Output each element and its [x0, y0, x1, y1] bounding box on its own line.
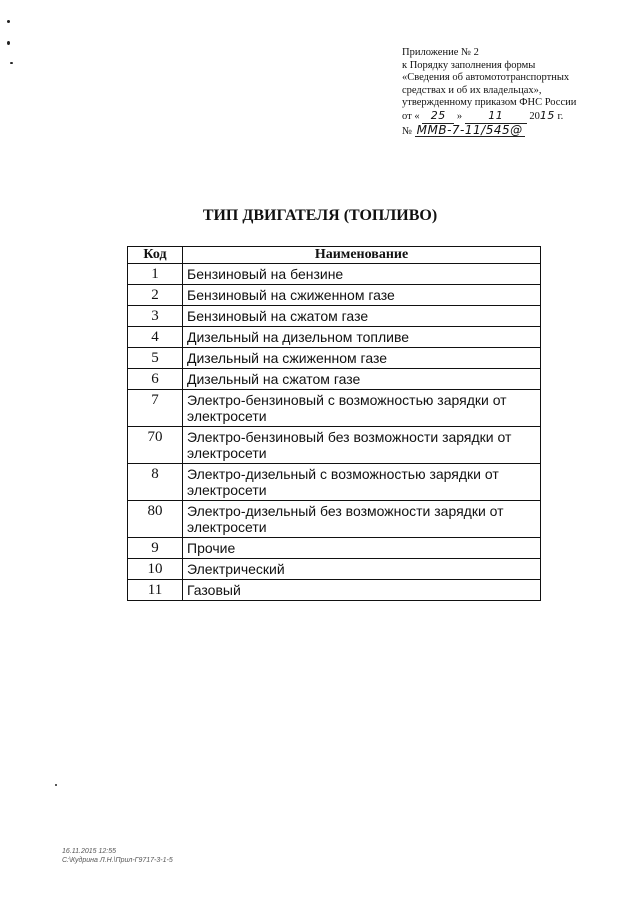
- row-code: 8: [128, 464, 183, 501]
- row-code: 11: [128, 580, 183, 601]
- row-code: 1: [128, 264, 183, 285]
- row-code: 7: [128, 390, 183, 427]
- row-name: Электро-бензиновый с возможностью зарядки от электросети: [183, 390, 541, 427]
- table-row: [128, 348, 541, 369]
- date-prefix: от «: [402, 110, 420, 122]
- row-code: 80: [128, 501, 183, 538]
- table-row: [128, 580, 541, 601]
- appendix-line: Приложение № 2: [402, 47, 479, 58]
- order-day: 25: [422, 110, 454, 124]
- row-code: 5: [128, 348, 183, 369]
- row-name: Электро-дизельный без возможности зарядки от электросети: [183, 501, 541, 538]
- table-row: [128, 390, 541, 427]
- number-prefix: №: [402, 125, 413, 137]
- row-name: Бензиновый на сжатом газе: [183, 306, 541, 327]
- row-name: Прочие: [183, 538, 541, 559]
- table-row: [128, 264, 541, 285]
- engine-type-table: [127, 246, 541, 601]
- order-month: 11: [465, 110, 527, 124]
- order-number-value: ММВ-7-11/545@: [416, 122, 523, 137]
- year-prefix: 20: [529, 110, 540, 122]
- row-name: Бензиновый на бензине: [183, 264, 541, 285]
- row-name: Бензиновый на сжиженном газе: [183, 285, 541, 306]
- row-name: Электрический: [183, 559, 541, 580]
- table-row: [128, 327, 541, 348]
- year-end: г.: [557, 110, 564, 122]
- table-row: [128, 501, 541, 538]
- row-code: 2: [128, 285, 183, 306]
- row-code: 6: [128, 369, 183, 390]
- table-row: [128, 538, 541, 559]
- row-name: Дизельный на сжатом газе: [183, 369, 541, 390]
- table-row: [128, 285, 541, 306]
- date-mid: »: [456, 110, 463, 122]
- row-code: 9: [128, 538, 183, 559]
- order-year: 15: [539, 108, 555, 122]
- table-row: [128, 427, 541, 464]
- appendix-line: средствах и об их владельцах»,: [402, 84, 542, 96]
- row-name: Дизельный на сжиженном газе: [183, 348, 541, 369]
- header-name: Наименование: [183, 247, 541, 264]
- row-name: Газовый: [183, 580, 541, 601]
- footer-filepath: С:\Кудрина Л.Н.\Прил-Г9717-3-1-5: [62, 857, 173, 864]
- table-row: [128, 559, 541, 580]
- header-code: Код: [128, 247, 183, 264]
- appendix-line: к Порядку заполнения формы: [402, 59, 536, 71]
- order-date: [402, 110, 602, 124]
- table-row: [128, 464, 541, 501]
- file-footer: [62, 847, 173, 865]
- row-code: 3: [128, 306, 183, 327]
- row-code: 4: [128, 327, 183, 348]
- table-row: [128, 306, 541, 327]
- appendix-line: утвержденному приказом ФНС России: [402, 97, 577, 109]
- row-code: 70: [128, 427, 183, 464]
- row-name: Дизельный на дизельном топливе: [183, 327, 541, 348]
- table-header-row: [128, 247, 541, 264]
- row-name: Электро-бензиновый без возможности зарядки от электросети: [183, 427, 541, 464]
- footer-timestamp: 16.11.2015 12:55: [62, 848, 116, 855]
- row-code: 10: [128, 559, 183, 580]
- page-title: ТИП ДВИГАТЕЛЯ (ТОПЛИВО): [202, 207, 438, 224]
- appendix-block: [402, 47, 602, 138]
- row-name: Электро-дизельный с возможностью зарядки от электросети: [183, 464, 541, 501]
- appendix-line: «Сведения об автомототранспортных: [402, 72, 570, 84]
- table-row: [128, 369, 541, 390]
- order-number: [402, 124, 602, 139]
